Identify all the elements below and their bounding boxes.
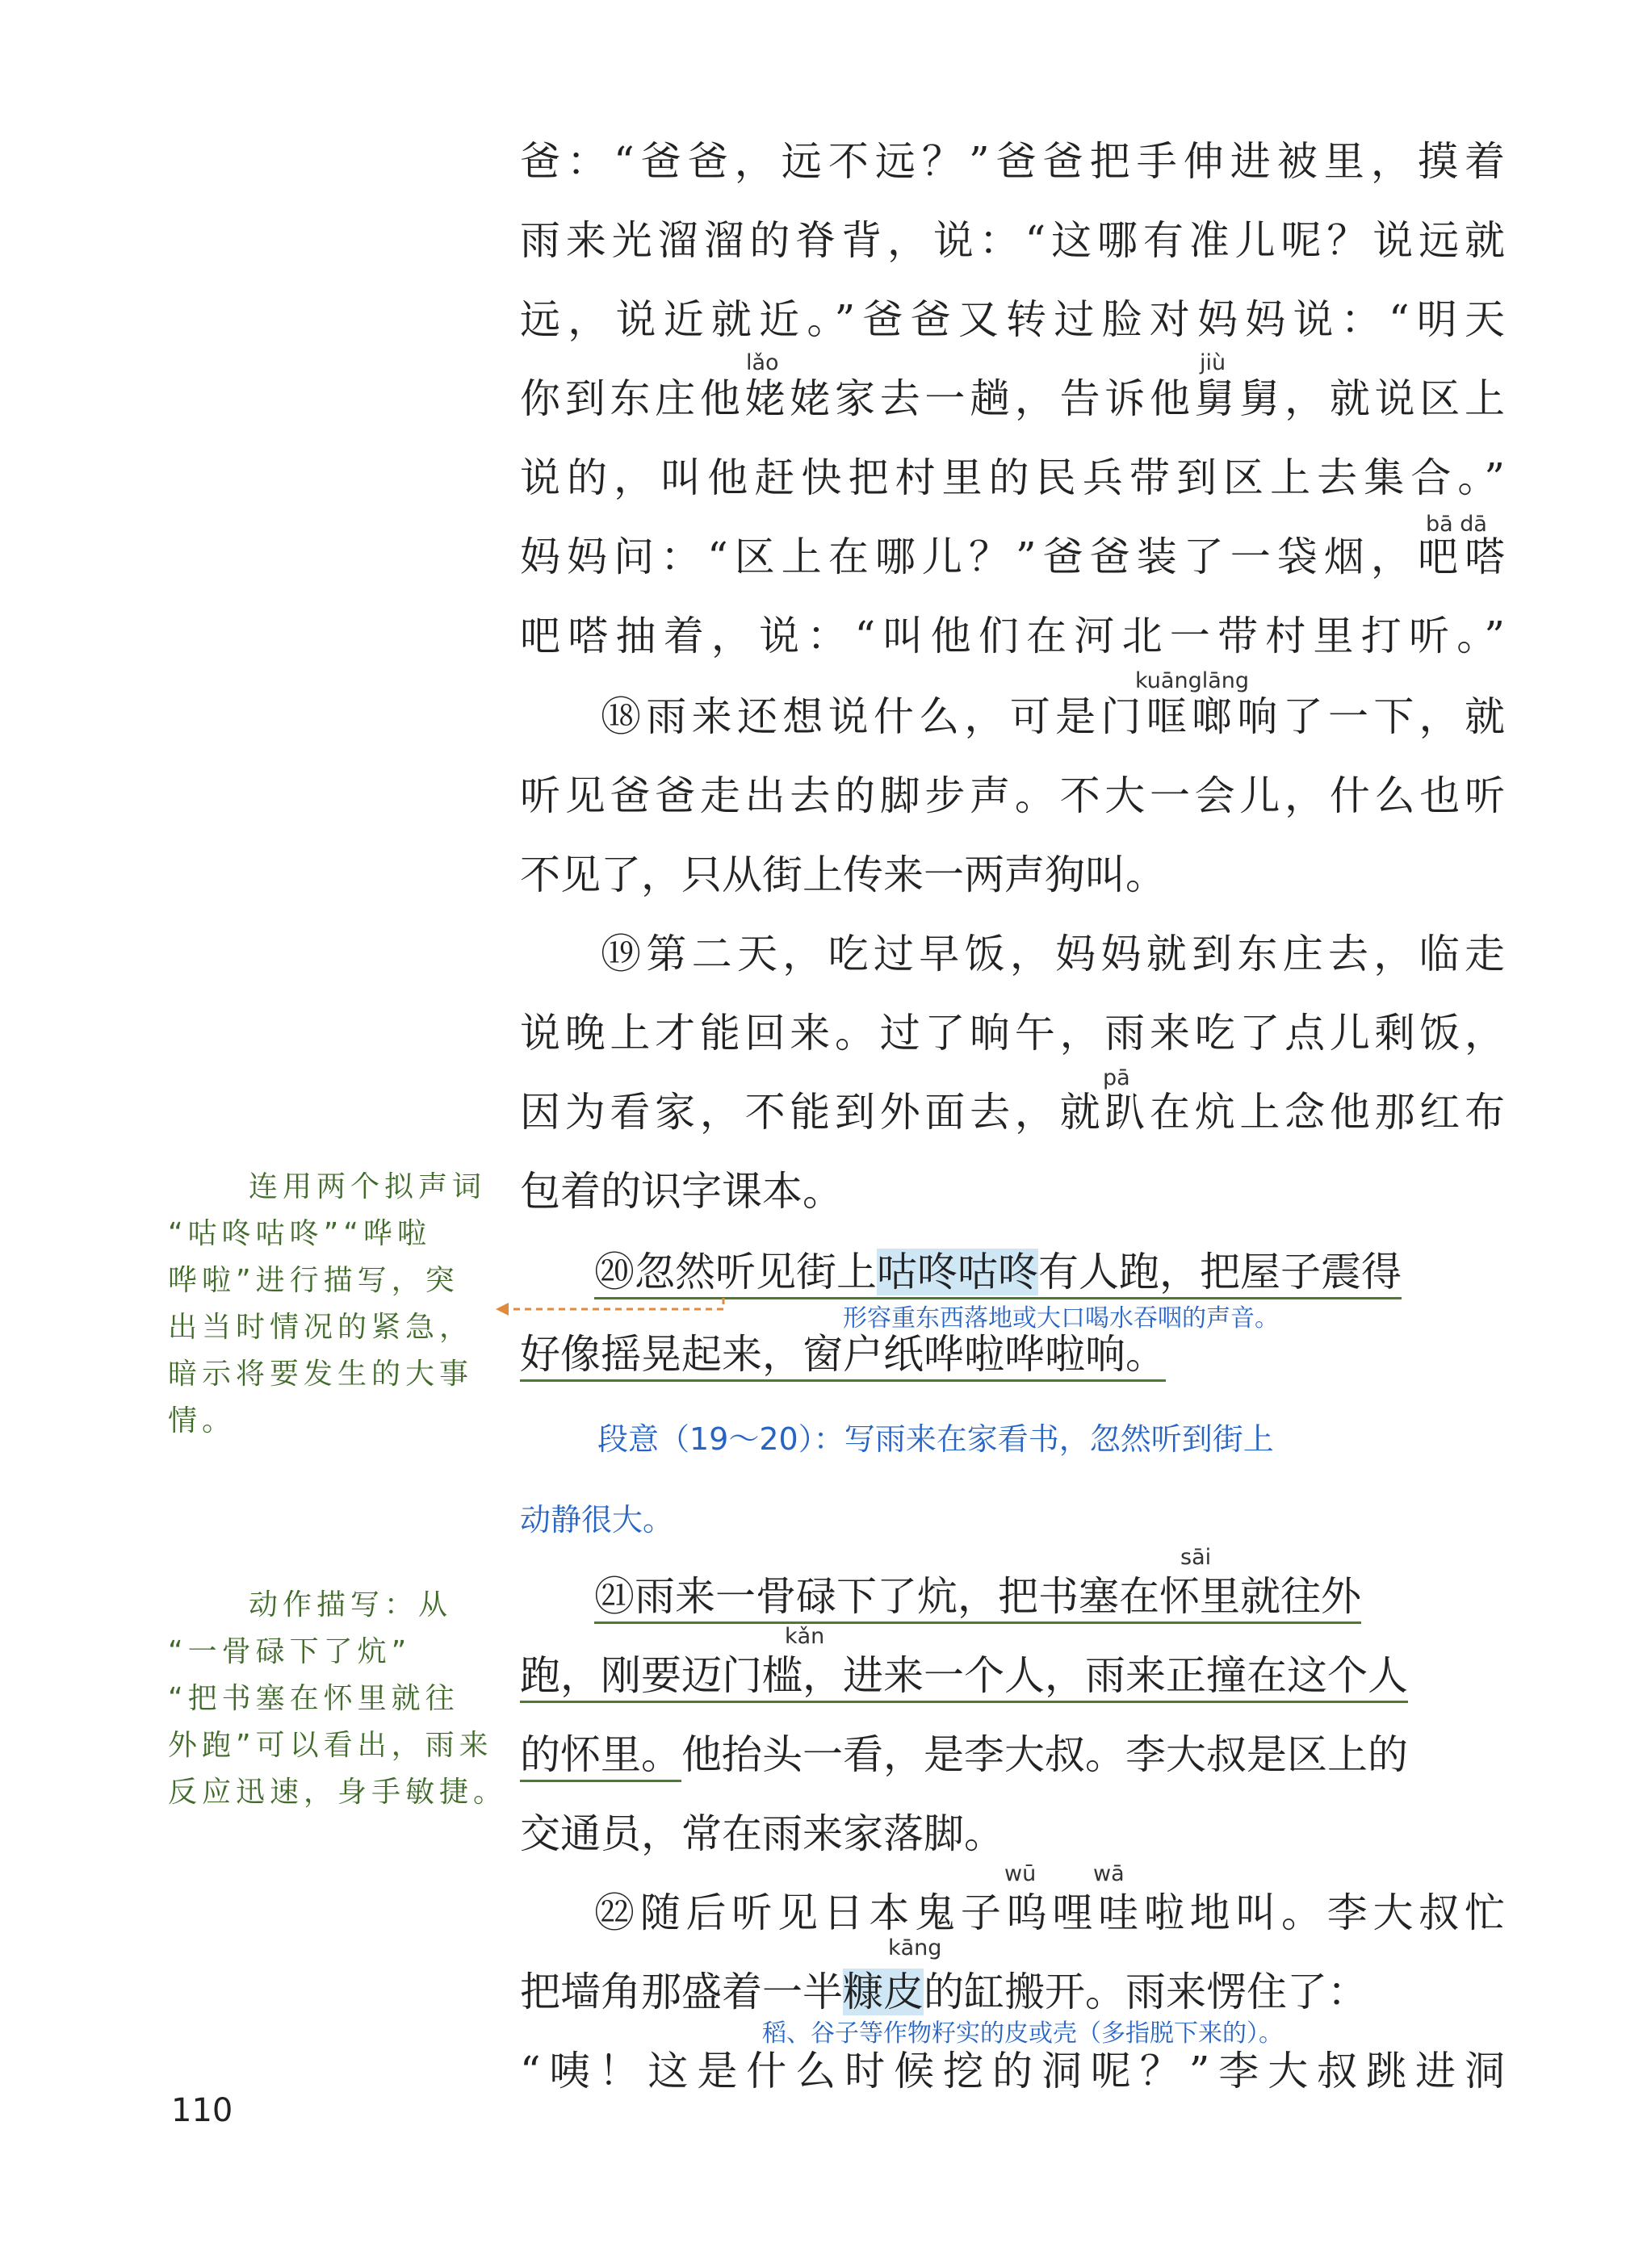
text-line-17-underlined: ㉑雨来一骨碌下了炕，把书塞在怀里就往外 (594, 1573, 1361, 1624)
note-arrow-onomatopoeia (492, 1295, 735, 1327)
text-line-7: 吧嗒抽着，说：“叫他们在河北一带村里打听。” (520, 613, 1505, 659)
pinyin-bada: bā dā (1426, 512, 1487, 537)
text-line-19-rest: 他抬头一看，是李大叔。李大叔是区上的 (681, 1731, 1408, 1778)
text-line-13: 因为看家，不能到外面去，就趴在炕上念他那红布 (520, 1089, 1505, 1136)
text-line-5: 说的，叫他赶快把村里的民兵带到区上去集合。” (520, 454, 1505, 501)
text-line-1: 爸：“爸爸，远不远？”爸爸把手伸进被里，摸着 (520, 138, 1505, 185)
highlight-gudong: 咕咚咕咚 (877, 1249, 1038, 1295)
text-line-14: 包着的识字课本。 (520, 1168, 843, 1215)
text-line-18 (520, 1651, 1505, 1700)
text-line-8: ⑱雨来还想说什么，可是门哐啷响了一下，就 (601, 693, 1505, 740)
pinyin-wa: wā (1093, 1861, 1125, 1886)
text-line-15-end: 有人跑，把屋子震得 (1038, 1249, 1402, 1295)
pinyin-wu: wū (1004, 1861, 1037, 1886)
text-line-16-underlined: 好像摇晃起来，窗户纸哗啦哗啦响。 (520, 1331, 1166, 1382)
side-note-action-line-3: “把书塞在怀里就往 (168, 1682, 459, 1715)
text-line-3: 远，说近就近。”爸爸又转过脸对妈妈说：“明天 (520, 296, 1505, 343)
text-line-18-underlined: 跑，刚要迈门槛，进来一个人，雨来正撞在这个人 (520, 1652, 1408, 1703)
paragraph-summary-line-2: 动静很大。 (520, 1502, 674, 1538)
note-gudong-definition: 形容重东西落地或大口喝水吞咽的声音。 (843, 1304, 1279, 1333)
note-kangpi-definition: 稻、谷子等作物籽实的皮或壳（多指脱下来的）。 (762, 2019, 1283, 2048)
pinyin-lao: lǎo (746, 350, 779, 375)
text-line-15-start: ⑳忽然听见街上 (594, 1249, 877, 1295)
pinyin-pa: pā (1103, 1065, 1130, 1090)
pinyin-kuanglang: kuānglāng (1135, 668, 1250, 693)
side-note-onomatopoeia-line-1: 连用两个拟声词 (249, 1170, 487, 1203)
text-line-22-end: 的缸搬开。雨来愣住了： (924, 1969, 1368, 2015)
pinyin-kan: kǎn (785, 1624, 825, 1649)
side-note-onomatopoeia-line-5: 暗示将要发生的大事 (168, 1358, 474, 1391)
text-line-22 (520, 1968, 1505, 2016)
text-line-23: “咦！这是什么时候挖的洞呢？”李大叔跳进洞 (520, 2048, 1505, 2094)
text-line-19 (520, 1730, 1505, 1779)
text-line-17 (594, 1572, 1505, 1621)
side-note-onomatopoeia-line-3: 哗啦”进行描写，突 (168, 1264, 459, 1297)
text-line-9: 听见爸爸走出去的脚步声。不大一会儿，什么也听 (520, 772, 1505, 819)
side-note-onomatopoeia (168, 1164, 507, 1445)
text-line-20: 交通员，常在雨来家落脚。 (520, 1810, 1004, 1857)
pinyin-kang: kāng (888, 1935, 942, 1960)
text-line-16 (520, 1330, 1505, 1379)
highlight-kangpi: 糠皮 (843, 1969, 924, 2015)
text-line-12: 说晚上才能回来。过了晌午，雨来吃了点儿剩饭， (520, 1010, 1505, 1057)
side-note-action-line-5: 反应迅速，身手敏捷。 (168, 1776, 508, 1809)
text-line-11: ⑲第二天，吃过早饭，妈妈就到东庄去，临走 (601, 931, 1505, 977)
side-note-onomatopoeia-line-6: 情。 (168, 1404, 237, 1437)
side-note-onomatopoeia-line-2: “咕咚咕咚”“哗啦 (168, 1217, 431, 1250)
pinyin-sai: sāi (1180, 1545, 1212, 1570)
text-line-6: 妈妈问：“区上在哪儿？”爸爸装了一袋烟，吧嗒 (520, 534, 1505, 580)
side-note-action (168, 1582, 507, 1816)
side-note-action-line-1: 动作描写：从 (249, 1588, 453, 1621)
pinyin-jiu: jiù (1200, 350, 1226, 375)
text-line-4: 你到东庄他姥姥家去一趟，告诉他舅舅，就说区上 (520, 375, 1505, 422)
side-note-action-line-4: 外跑”可以看出，雨来 (168, 1729, 493, 1762)
text-line-19-underlined: 的怀里。 (520, 1731, 681, 1782)
side-note-action-line-2: “一骨碌下了炕” (168, 1635, 412, 1668)
text-line-10: 不见了，只从街上传来一两声狗叫。 (520, 852, 1166, 898)
page-number: 110 (171, 2092, 233, 2129)
side-note-onomatopoeia-line-4: 出当时情况的紧急， (168, 1311, 474, 1344)
text-line-15 (594, 1248, 1505, 1296)
text-line-22-start: 把墙角那盛着一半 (520, 1969, 843, 2015)
paragraph-summary-line-1: 段意（19～20）：写雨来在家看书，忽然听到街上 (597, 1421, 1274, 1457)
text-line-21: ㉒随后听见日本鬼子呜哩哇啦地叫。李大叔忙 (594, 1889, 1505, 1936)
text-line-2: 雨来光溜溜的脊背，说：“这哪有准儿呢？说远就 (520, 217, 1505, 264)
